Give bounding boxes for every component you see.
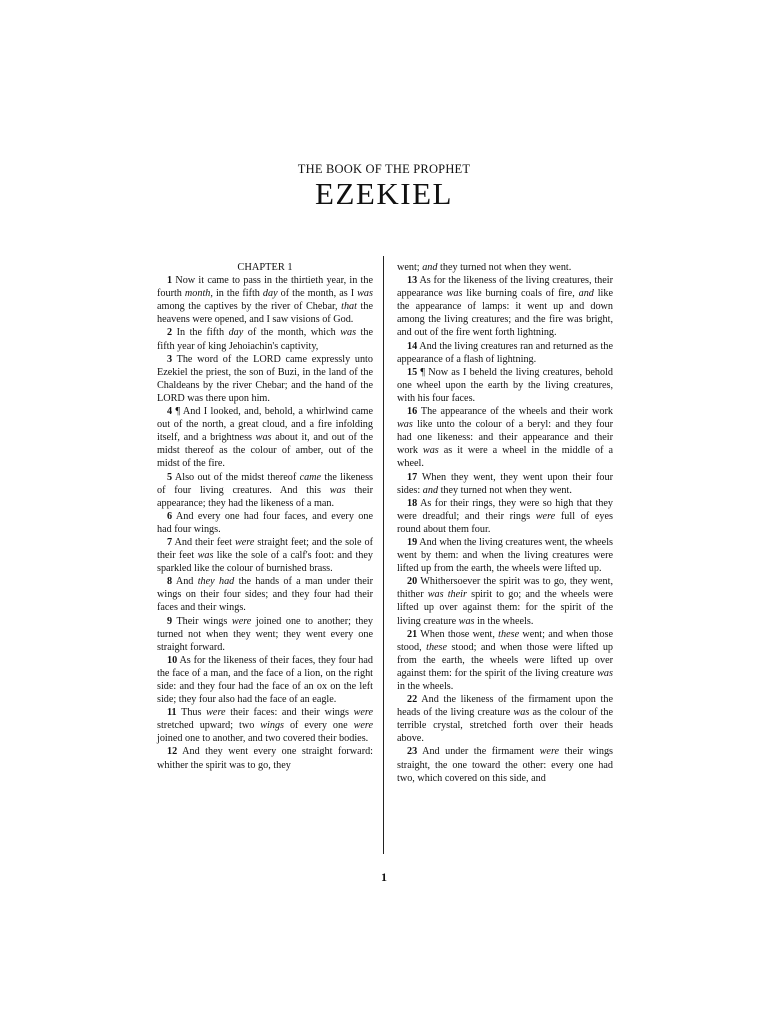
verse-number: 1 [167,275,173,287]
verse-number: 16 [407,406,418,418]
verse-text: Thus were their faces: and their wings were stretched upward; two wings of every one were joined one to another, and two covered their bodies. [157,707,374,745]
verse-number: 6 [167,510,173,522]
verse-paragraph [397,340,613,366]
verse-number: 15 [407,366,418,378]
verse-paragraph [157,510,373,536]
verse-text: And the living creatures ran and returned as the appearance of a flash of lightning. [397,340,613,365]
verse-text: Also out of the midst thereof came the likeness of four living creatures. And this was their appearance; they had the likeness of a man. [157,471,373,509]
verse-text: went; and they turned not when they went. [397,262,572,273]
verse-text: And they went every one straight forward: whither the spirit was to go, they [157,746,374,771]
verse-text: Whithersoever the spirit was to go, they went, thither was their spirit to go; and the wheels were lifted up over against them: for the spirit of the living creature was in the wheels. [397,576,614,627]
verse-number: 7 [167,536,173,548]
verse-number: 11 [167,707,177,719]
verse-paragraph [157,706,373,745]
verse-text: When they went, they went upon their four sides: and they turned not when they went. [397,471,613,496]
page-title: EZEKIEL [315,176,453,211]
verse-number: 5 [167,471,173,483]
verse-paragraph [157,615,373,654]
verse-paragraph [397,274,613,339]
verse-paragraph [157,405,373,470]
verse-text: Now it came to pass in the thirtieth year, in the fourth month, in the fifth day of the month, as I was among the captives by the river of Chebar, that the heavens were opened, and I saw visions of God. [157,275,374,326]
verse-number: 13 [407,275,418,287]
verse-text: And the likeness of the firmament upon the heads of the living creature was as the colour of the terrible crystal, stretched forth over their heads above. [397,694,614,745]
verse-text: And when the living creatures went, the wheels went by them: and when the living creatures were lifted up from the earth, the wheels were lifted up. [397,536,613,575]
verse-number: 9 [167,615,173,627]
verse-number: 3 [167,353,173,365]
verse-number: 12 [167,746,178,758]
verse-paragraph [397,261,613,274]
verse-text: And their feet were straight feet; and the sole of their feet was like the sole of a calf's foot: and they sparkled like the colour of burnished brass. [157,536,373,575]
verse-number: 21 [407,628,418,640]
verse-paragraph [157,326,373,352]
verse-text: As for the likeness of their faces, they four had the face of a man, and the face of a lion, on the right side: and they four had the face of an ox on the left side; they four also had the face of an eagle. [157,654,373,706]
page-subtitle: THE BOOK OF THE PROPHET [297,162,471,176]
verse-paragraph [157,745,373,771]
verse-paragraph [157,353,373,405]
page-number: 1 [381,870,387,884]
verse-number: 20 [407,576,418,588]
verse-paragraph [397,366,613,405]
verse-text: As for the likeness of the living creatures, their appearance was like burning coals of fire, and like the appearance of lamps: it went up and down among the living creatures; and the fire was bright, and out of the fire went forth lightning. [397,275,614,339]
verse-number: 10 [167,654,178,666]
verse-paragraph [397,471,613,497]
verse-text: When those went, these went; and when those stood, these stood; and when those were lifted up from the earth, the wheels were lifted up over against them: for the spirit of the living creature was in the wheels. [397,628,614,692]
verse-number: 14 [407,340,418,352]
verse-paragraph [397,405,613,470]
verse-text: And they had the hands of a man under their wings on their four sides; and they four had their faces and their wings. [157,576,374,614]
verse-text: ¶ And I looked, and, behold, a whirlwind came out of the north, a great cloud, and a fire infolding itself, and a brightness was about it, and out of the midst thereof as the colour of amber, out of the midst of the fire. [157,406,373,470]
right-column [397,261,613,785]
verse-number: 8 [167,576,173,588]
verse-number: 4 [167,406,173,418]
verse-paragraph [397,628,613,693]
verse-paragraph [397,575,613,627]
left-column [157,261,373,772]
verse-paragraph [397,536,613,575]
verse-paragraph [397,497,613,536]
verse-number: 19 [407,536,418,548]
verse-paragraph [157,654,373,706]
verse-number: 22 [407,694,418,706]
verse-text: Their wings were joined one to another; they turned not when they went; they went every one straight forward. [157,615,373,653]
column-divider [383,256,384,854]
verse-text: The word of the LORD came expressly unto Ezekiel the priest, the son of Buzi, in the land of the Chaldeans by the river Chebar; and the hand of the LORD was there upon him. [157,353,373,404]
verse-paragraph [157,536,373,575]
verse-paragraph [157,274,373,326]
verse-text: ¶ Now as I beheld the living creatures, behold one wheel upon the earth by the living creatures, with his four faces. [397,366,613,404]
verse-number: 23 [407,746,418,758]
verse-paragraph [157,575,373,614]
verse-text: And every one had four faces, and every one had four wings. [157,510,374,535]
verse-paragraph [397,693,613,745]
verse-paragraph [157,471,373,510]
verse-text: And under the firmament were their wings straight, the one toward the other: every one had two, which covered on this side, and [397,746,614,784]
verse-paragraph [397,745,613,784]
chapter-heading: CHAPTER 1 [237,262,293,273]
verse-number: 18 [407,497,418,509]
verse-text: The appearance of the wheels and their work was like unto the colour of a beryl: and they four had one likeness: and their appearance and their work was as it were a wheel in the middle of a wheel. [397,406,613,470]
verse-number: 2 [167,327,173,339]
verse-number: 17 [407,471,418,483]
verse-text: In the fifth day of the month, which was the fifth year of king Jehoiachin's captivity, [157,327,373,352]
verse-text: As for their rings, they were so high that they were dreadful; and their rings were full of eyes round about them four. [397,497,613,535]
